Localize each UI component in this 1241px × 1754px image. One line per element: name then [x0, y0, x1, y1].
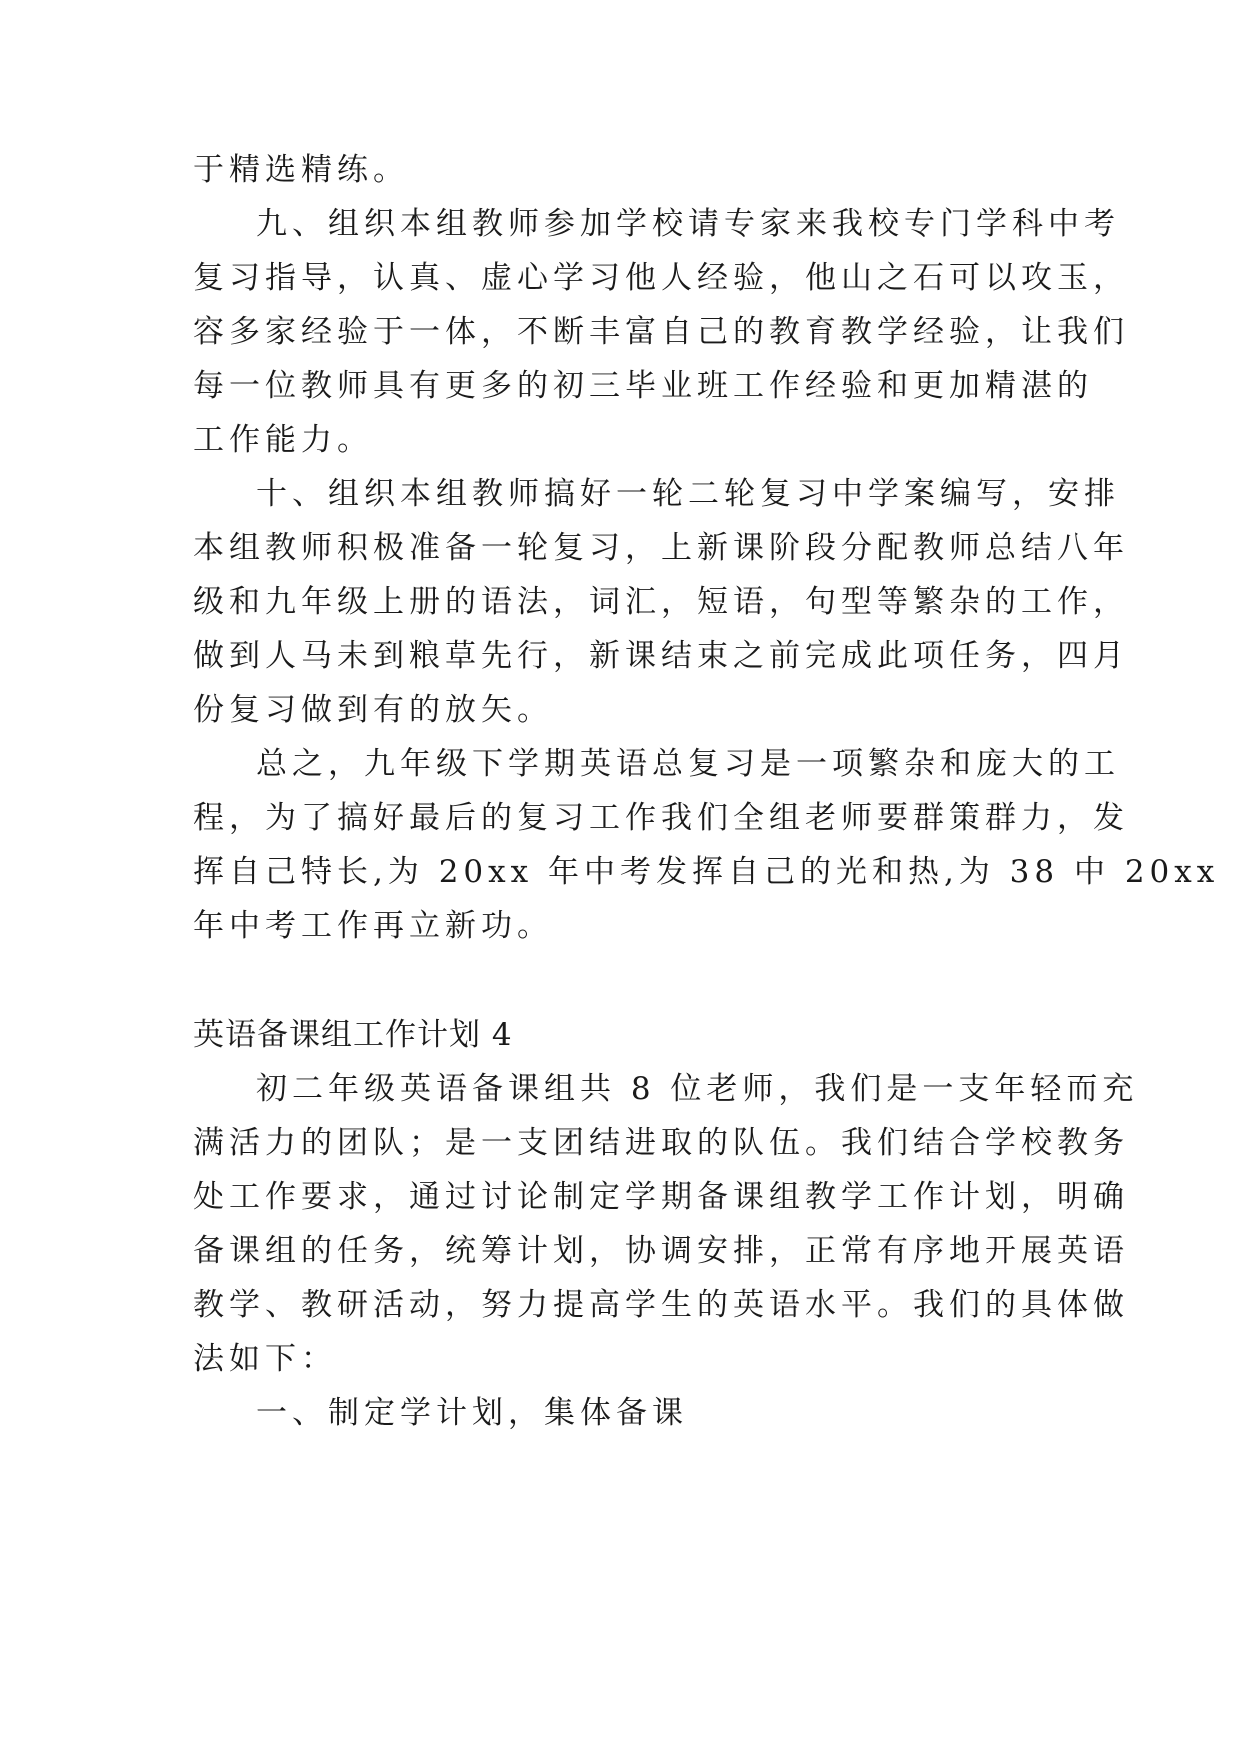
text-line: 满活力的团队；是一支团结进取的队伍。我们结合学校教务 — [193, 1125, 1129, 1161]
text-line: 挥自己特长,为 20xx 年中考发挥自己的光和热,为 38 中 20xx — [193, 854, 1220, 890]
paragraph-intro-start: 初二年级英语备课组共 8 位老师，我们是一支年轻而充 — [256, 1071, 1139, 1107]
text-line: 每一位教师具有更多的初三毕业班工作经验和更加精湛的 — [193, 368, 1093, 404]
paragraph-ten-start: 十、组织本组教师搞好一轮二轮复习中学案编写，安排 — [256, 476, 1120, 512]
text-line: 程，为了搞好最后的复习工作我们全组老师要群策群力，发 — [193, 800, 1129, 836]
text-line: 级和九年级上册的语法，词汇，短语，句型等繁杂的工作， — [193, 584, 1129, 620]
text-line: 工作能力。 — [193, 422, 373, 458]
item-one-heading: 一、制定学计划，集体备课 — [256, 1395, 688, 1431]
text-line: 份复习做到有的放矢。 — [193, 692, 553, 728]
text-line: 教学、教研活动，努力提高学生的英语水平。我们的具体做 — [193, 1287, 1129, 1323]
paragraph-summary-start: 总之，九年级下学期英语总复习是一项繁杂和庞大的工 — [256, 746, 1120, 782]
text-line: 于精选精练。 — [193, 152, 409, 188]
section-heading: 英语备课组工作计划 4 — [193, 1017, 513, 1053]
text-line: 备课组的任务，统筹计划，协调安排，正常有序地开展英语 — [193, 1233, 1129, 1269]
text-line: 年中考工作再立新功。 — [193, 908, 553, 944]
text-line: 法如下： — [193, 1341, 337, 1377]
text-line: 本组教师积极准备一轮复习，上新课阶段分配教师总结八年 — [193, 530, 1129, 566]
text-line: 做到人马未到粮草先行，新课结束之前完成此项任务，四月 — [193, 638, 1129, 674]
text-line: 复习指导，认真、虚心学习他人经验，他山之石可以攻玉， — [193, 260, 1129, 296]
text-line: 容多家经验于一体，不断丰富自己的教育教学经验，让我们 — [193, 314, 1129, 350]
paragraph-nine-start: 九、组织本组教师参加学校请专家来我校专门学科中考 — [256, 206, 1120, 242]
text-line: 处工作要求，通过讨论制定学期备课组教学工作计划，明确 — [193, 1179, 1129, 1215]
